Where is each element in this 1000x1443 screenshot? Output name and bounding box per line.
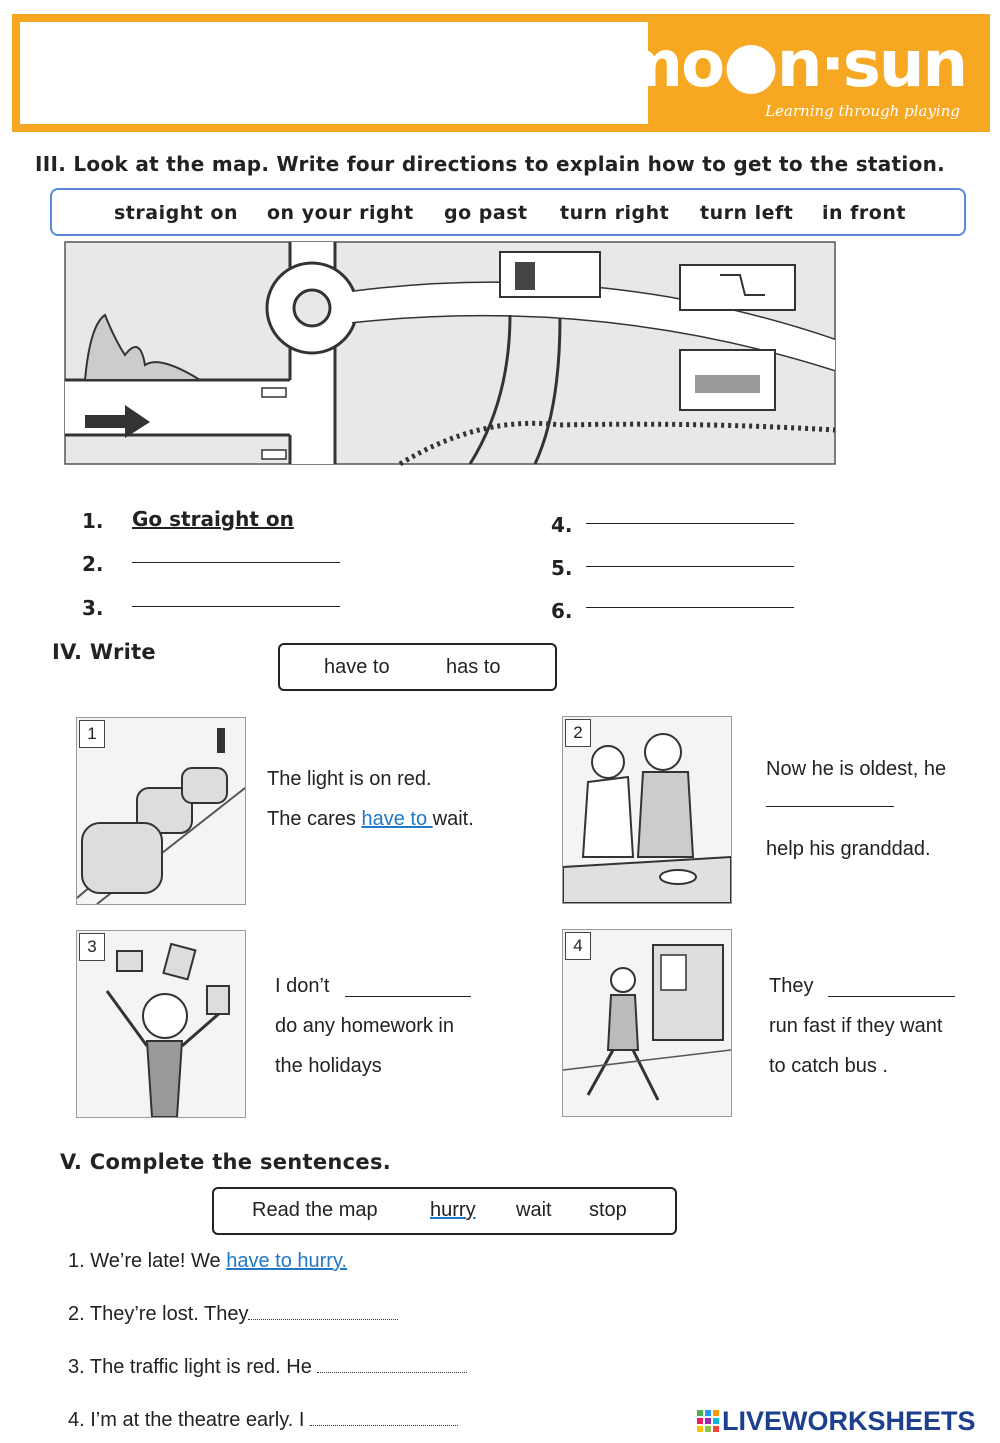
answer-number: 6. bbox=[551, 599, 573, 623]
item3-line3: the holidays bbox=[275, 1055, 382, 1077]
header-banner bbox=[12, 14, 990, 132]
word-option: straight on bbox=[114, 202, 238, 224]
item2-line3: help his granddad. bbox=[766, 838, 931, 860]
answer-input[interactable] bbox=[132, 606, 340, 607]
word-option: on your right bbox=[267, 202, 414, 224]
word-option: turn right bbox=[560, 202, 670, 224]
item3-answer-input[interactable] bbox=[345, 996, 471, 997]
word-option: wait bbox=[516, 1199, 552, 1221]
answer-number: 5. bbox=[551, 556, 573, 580]
sentence-3 bbox=[68, 1356, 467, 1379]
answer-example: Go straight on bbox=[132, 507, 294, 531]
item4-line3: to catch bus . bbox=[769, 1055, 888, 1077]
answer-input[interactable] bbox=[132, 562, 340, 563]
item1-line1: The light is on red. bbox=[267, 768, 432, 790]
picture-number: 3 bbox=[79, 933, 105, 961]
tagline: Learning through playing bbox=[765, 102, 960, 120]
item3-line2: do any homework in bbox=[275, 1015, 454, 1037]
section4-heading: IV. Write bbox=[52, 640, 156, 664]
sentence-answer-input[interactable] bbox=[248, 1319, 398, 1320]
sentence-1 bbox=[68, 1250, 347, 1273]
liveworksheets-logo-icon bbox=[697, 1410, 719, 1432]
item2-line1: Now he is oldest, he bbox=[766, 758, 947, 780]
sentence-answer-input[interactable] bbox=[317, 1372, 467, 1373]
item1-pre: The cares bbox=[267, 808, 362, 830]
item4-answer-input[interactable] bbox=[828, 996, 955, 997]
map-illustration bbox=[40, 240, 865, 470]
section5-heading: V. Complete the sentences. bbox=[60, 1150, 392, 1174]
picture-number: 2 bbox=[565, 719, 591, 747]
footer-brand: LIVEWORKSHEETS bbox=[722, 1406, 976, 1436]
answer-input[interactable] bbox=[586, 607, 794, 608]
answer-number: 3. bbox=[82, 596, 104, 620]
picture-girl-books bbox=[76, 930, 246, 1118]
answer-input[interactable] bbox=[586, 523, 794, 524]
item3-line1 bbox=[275, 975, 329, 998]
sentence-answer-input[interactable] bbox=[310, 1425, 458, 1426]
sentence-text: 3. The traffic light is red. He bbox=[68, 1356, 318, 1378]
word-option: Read the map bbox=[252, 1199, 378, 1221]
item3-text: I don’t bbox=[275, 975, 330, 997]
item1-line2 bbox=[267, 808, 474, 831]
item4-line1 bbox=[769, 975, 813, 998]
answer-number: 1. bbox=[82, 509, 104, 533]
section3-heading: III. Look at the map. Write four directions to explain how to get to the station. bbox=[35, 152, 946, 176]
picture-number: 4 bbox=[565, 932, 591, 960]
name-field[interactable] bbox=[20, 22, 648, 124]
answer-input[interactable] bbox=[586, 566, 794, 567]
picture-cars bbox=[76, 717, 246, 905]
answer-number: 2. bbox=[82, 552, 104, 576]
section3-word-box bbox=[50, 188, 966, 236]
word-option: has to bbox=[446, 656, 501, 678]
picture-cooking bbox=[562, 716, 732, 904]
item4-line2: run fast if they want bbox=[769, 1015, 943, 1037]
sentence-4 bbox=[68, 1409, 458, 1432]
sentence-text: 2. They’re lost. They bbox=[68, 1303, 249, 1325]
answer-number: 4. bbox=[551, 513, 573, 537]
sentence-text: 1. We’re late! We bbox=[68, 1250, 227, 1272]
item1-answer[interactable]: have to bbox=[361, 808, 433, 830]
word-option: have to bbox=[324, 656, 390, 678]
sentence-text: 4. I’m at the theatre early. I bbox=[68, 1409, 310, 1431]
item4-text: They bbox=[769, 975, 814, 997]
picture-running-bus bbox=[562, 929, 732, 1117]
word-option: stop bbox=[589, 1199, 627, 1221]
word-option: hurry bbox=[430, 1199, 476, 1221]
sentence-answer[interactable]: have to hurry. bbox=[226, 1250, 348, 1272]
sentence-2 bbox=[68, 1303, 398, 1326]
word-option: turn left bbox=[700, 202, 794, 224]
section4-word-box bbox=[278, 643, 557, 691]
picture-number: 1 bbox=[79, 720, 105, 748]
word-option: in front bbox=[822, 202, 906, 224]
item1-post: wait. bbox=[432, 808, 474, 830]
word-option: go past bbox=[444, 202, 528, 224]
section5-word-box bbox=[212, 1187, 677, 1235]
item2-answer-input[interactable] bbox=[766, 806, 894, 807]
logo: mo●n·sun bbox=[616, 28, 966, 102]
